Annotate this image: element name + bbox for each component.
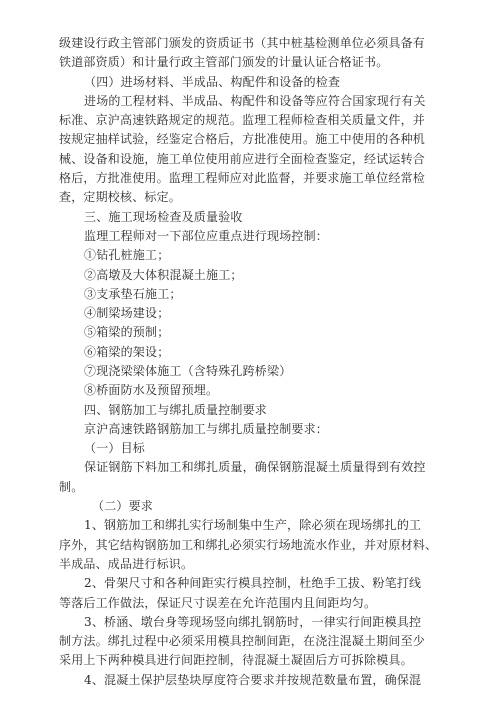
subsection-heading: （二）要求 — [92, 499, 154, 514]
section-heading: 四、钢筋加工与绑扎质量控制要求 — [84, 402, 268, 417]
text-line: 级建设行政主管部门颁发的资质证书（其中桩基检测单位必须具备有 — [59, 36, 426, 50]
subsection-heading: （一）目标 — [84, 441, 146, 456]
text-line: 4、混凝土保护层垫块厚度符合要求并按规范数量布置，确保混 — [84, 672, 422, 687]
text-line: 保证钢筋下料加工和绑扎质量，确保钢筋混凝土质量得到有效控 — [84, 460, 426, 475]
section-heading: 三、施工现场检查及质量验收 — [84, 209, 243, 224]
list-item: ④制梁场建设； — [84, 306, 170, 321]
text-line: 3、桥涵、墩台身等现场竖向绑扎钢筋时，一律实行间距模具控 — [84, 614, 422, 629]
text-line: 京沪高速铁路钢筋加工与绑扎质量控制要求： — [84, 421, 329, 436]
text-line: 铁道部资质）和计量行政主管部门颁发的计量认证合格证书。 — [59, 55, 389, 70]
list-item: ⑥箱梁的架设； — [84, 344, 170, 359]
text-line: 采用上下两种模具进行间距控制，待混凝土凝固后方可拆除模具。 — [59, 653, 413, 668]
text-line: 序外，其它结构钢筋加工和绑扎必须实行场地流水作业，并对原材料、 — [59, 537, 438, 552]
list-item: ⑧桥面防水及预留预埋。 — [84, 383, 219, 398]
text-line: 半成品、成品进行标识。 — [59, 556, 194, 571]
text-line: 标准、京沪高速铁路规定的规范。监理工程师检查相关质量文件，并 — [59, 113, 426, 128]
text-line: 查，定期校核、标定。 — [59, 190, 182, 205]
text-line: 监理工程师对一下部位应重点进行现场控制： — [84, 228, 329, 243]
list-item: ③支承垫石施工； — [84, 286, 182, 301]
text-line: 2、骨架尺寸和各种间距实行模具控制，杜绝手工拔、粉笔打线 — [84, 576, 422, 591]
list-item: ⑦现浇梁梁体施工（含特殊孔跨桥梁） — [84, 364, 292, 378]
text-line: 等落后工作做法，保证尺寸误差在允许范围内且间距均匀。 — [59, 595, 377, 610]
text-line: 械、设备和设施，施工单位使用前应进行全面检查鉴定，经试运转合 — [59, 151, 426, 166]
text-line: 制。 — [59, 479, 84, 494]
section-heading: （四）进场材料、半成品、构配件和设备的检查 — [84, 74, 341, 89]
text-line: 1、钢筋加工和绑扎实行场制集中生产，除必须在现场绑扎的工 — [84, 518, 422, 533]
text-line: 制方法。绑扎过程中必须采用模具控制间距，在浇注混凝土期间至少 — [59, 634, 426, 649]
list-item: ②高墩及大体积混凝土施工； — [84, 267, 243, 282]
text-line: 按规定抽样试验，经鉴定合格后，方批准使用。施工中使用的各种机 — [59, 132, 426, 147]
text-line: 进场的工程材料、半成品、构配件和设备等应符合国家现行有关 — [84, 93, 426, 108]
list-item: ①钻孔桩施工； — [84, 248, 170, 263]
list-item: ⑤箱梁的预制； — [84, 325, 170, 340]
text-line: 格后，方批准使用。监理工程师应对此监督，并要求施工单位经常检 — [59, 171, 426, 186]
